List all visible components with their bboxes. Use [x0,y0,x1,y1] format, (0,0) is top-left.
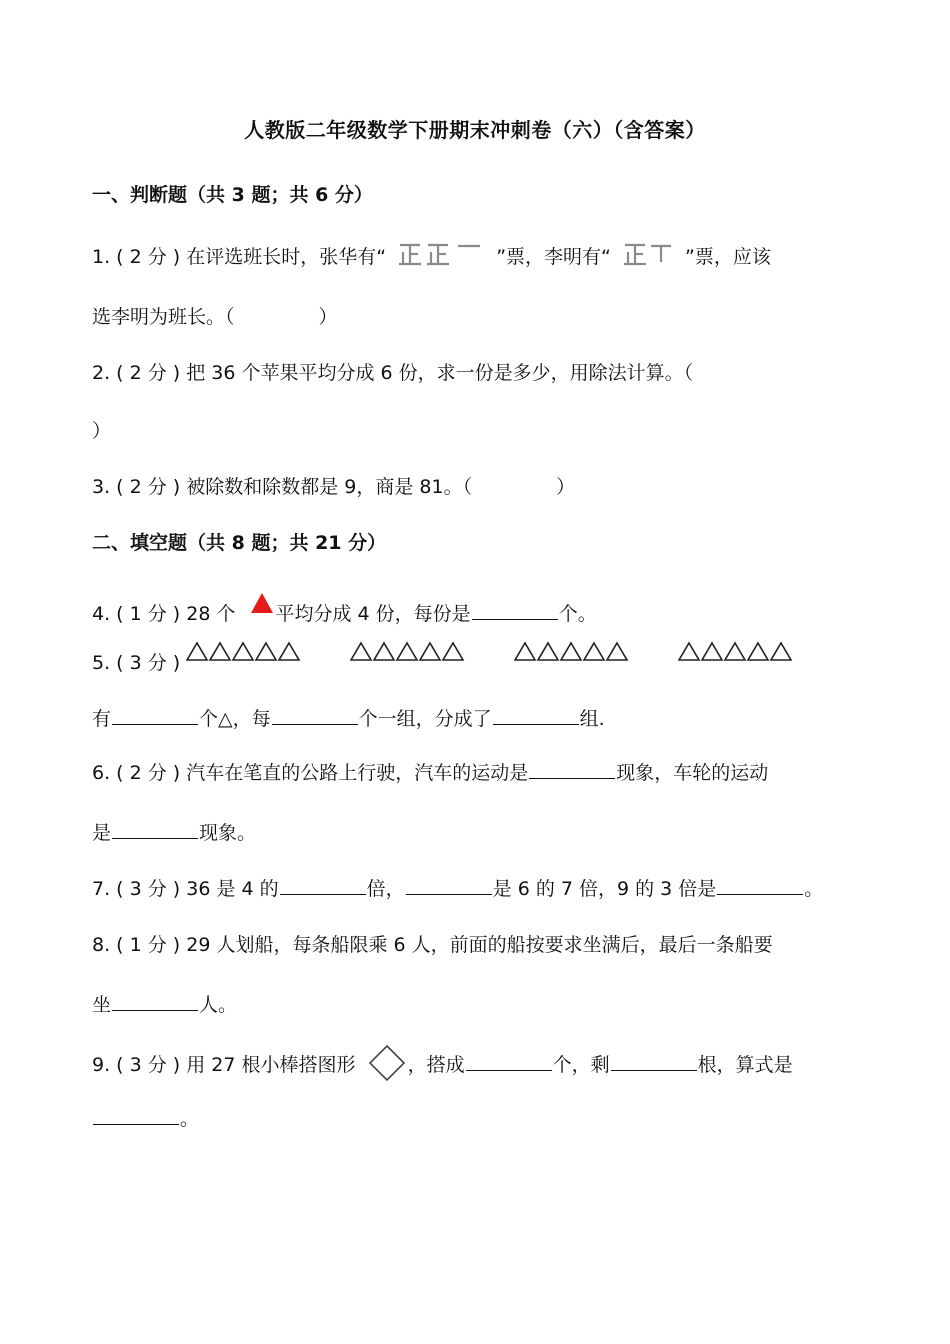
question-7-text-d: 。 [804,878,824,900]
question-9-line-2 [92,1104,199,1131]
outline-triangle-icon [702,643,722,660]
outline-triangle-icon [771,643,791,660]
answer-blank[interactable] [529,777,615,779]
outline-triangle-icon [725,643,745,660]
question-7-text-b: 倍， [366,878,405,900]
question-1-text-e: ） [318,306,338,328]
question-9-text-c: 个，剩 [552,1054,610,1076]
outline-triangle-icon [374,643,394,660]
question-9-text-e: 。 [180,1108,200,1130]
question-2-number: 2. ( 2 分 ) [92,362,181,384]
question-7-line [92,874,823,901]
question-1-text-a: 在评选班长时，张华有“ [186,246,387,268]
answer-blank[interactable] [466,1069,552,1071]
section-1-heading: 一、判断题（共 3 题；共 6 分） [92,184,373,206]
outline-triangle-icon [351,643,371,660]
question-6-text-c: 是 [92,822,112,844]
answer-blank[interactable] [272,723,358,725]
question-6-text-b: 现象，车轮的运动 [616,762,769,784]
answer-blank[interactable] [112,723,198,725]
triangle-group-3 [514,641,629,663]
question-2-text-a: 把 36 个苹果平均分成 6 份，求一份是多少，用除法计算。（ [186,362,694,384]
question-3-text-a: 被除数和除数都是 9，商是 81。（ [186,476,473,498]
answer-blank[interactable] [472,618,558,620]
question-5-number: 5. ( 3 分 ) [92,652,181,674]
question-1-text-b: ”票，李明有“ [496,246,611,268]
outline-triangle-icon [233,643,253,660]
question-9-number: 9. ( 3 分 ) [92,1054,181,1076]
red-triangle-icon [250,592,274,619]
question-1-line-2 [92,302,338,329]
outline-triangle-icon [187,643,207,660]
outline-triangle-icon [538,643,558,660]
question-1-line-1 [92,242,771,273]
answer-blank[interactable] [611,1069,697,1071]
question-4-line [92,592,597,626]
outline-triangle-icon [397,643,417,660]
outline-triangle-icon [256,643,276,660]
question-5-line-2 [92,704,605,731]
question-8-number: 8. ( 1 分 ) [92,934,181,956]
tally-zheng-zheng-yi-icon [398,242,484,273]
question-8-text-a: 29 人划船，每条船限乘 6 人，前面的船按要求坐满后，最后一条船要 [186,934,773,956]
triangle-group-1 [186,641,301,663]
answer-blank[interactable] [93,1123,179,1125]
outline-triangle-icon [279,643,299,660]
outline-triangle-icon [607,643,627,660]
page-title: 人教版二年级数学下册期末冲刺卷（六）（含答案） [244,118,706,142]
question-6-number: 6. ( 2 分 ) [92,762,181,784]
outline-triangle-icon [679,643,699,660]
diamond-shape-icon [368,1044,406,1087]
question-1-number: 1. ( 2 分 ) [92,246,181,268]
question-5-text-c: 个一组，分成了 [358,708,492,730]
question-3-line [92,472,575,499]
question-5-text-d: 组. [579,708,605,730]
question-3-number: 3. ( 2 分 ) [92,476,181,498]
triangle-group-4 [678,641,796,663]
question-6-line-2 [92,818,256,845]
answer-blank[interactable] [112,837,198,839]
answer-blank[interactable] [493,723,579,725]
question-1-text-d: 选李明为班长。（ [92,306,235,328]
question-4-number: 4. ( 1 分 ) [92,603,181,625]
question-5-text-a: 有 [92,708,112,730]
question-8-line-2 [92,990,237,1017]
answer-blank[interactable] [406,893,492,895]
question-6-text-d: 现象。 [199,822,257,844]
question-9-text-b: ，搭成 [407,1054,465,1076]
question-2-text-b: ） [92,420,112,442]
question-6-line-1 [92,758,768,785]
question-8-line-1 [92,930,773,957]
answer-blank[interactable] [280,893,366,895]
question-2-line-2 [92,416,111,443]
question-7-text-c: 是 6 的 7 倍，9 的 3 倍是 [492,878,717,900]
question-9-text-a: 用 27 根小棒搭图形 [186,1054,356,1076]
answer-blank[interactable] [717,893,803,895]
outline-triangle-icon [420,643,440,660]
question-4-text-b: 平均分成 4 份，每份是 [275,603,471,625]
question-5-text-b: 个△，每 [199,708,271,730]
outline-triangle-icon [561,643,581,660]
question-9-text-d: 根，算式是 [697,1054,793,1076]
outline-triangle-icon [515,643,535,660]
question-7-text-a: 36 是 4 的 [186,878,279,900]
question-8-text-b: 坐 [92,994,112,1016]
question-4-text-c: 个。 [558,603,597,625]
question-1-text-c: ”票，应该 [684,246,771,268]
answer-blank[interactable] [112,1009,198,1011]
triangle-group-2 [350,641,465,663]
question-4-text-a: 28 个 [186,603,236,625]
tally-zheng-ding-icon [623,242,673,273]
section-2-heading: 二、填空题（共 8 题；共 21 分） [92,532,387,554]
outline-triangle-icon [584,643,604,660]
question-8-text-c: 人。 [199,994,238,1016]
question-2-line-1 [92,358,693,385]
outline-triangle-icon [748,643,768,660]
question-9-line-1 [92,1044,793,1087]
question-7-number: 7. ( 3 分 ) [92,878,181,900]
question-6-text-a: 汽车在笔直的公路上行驶，汽车的运动是 [186,762,529,784]
question-3-text-b: ） [556,476,576,498]
question-5-line-1 [92,648,180,675]
outline-triangle-icon [210,643,230,660]
outline-triangle-icon [443,643,463,660]
